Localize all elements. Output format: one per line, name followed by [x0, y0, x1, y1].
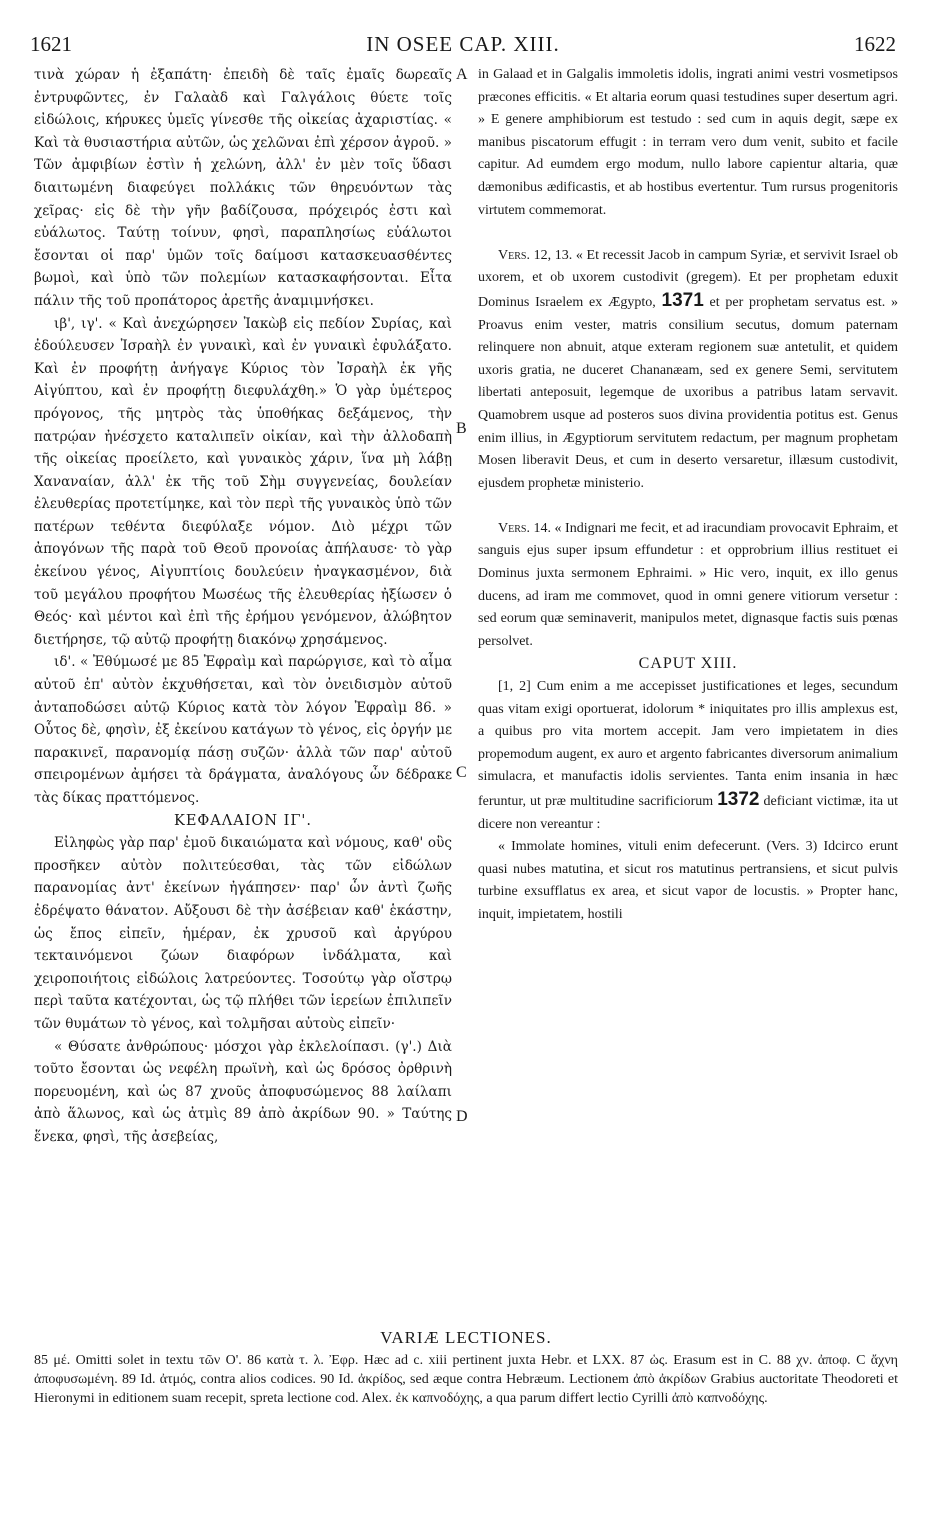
section-marker-c: C — [456, 764, 467, 781]
column-number: 1371 — [661, 289, 704, 311]
latin-paragraph-1: in Galaad et in Galgalis immoletis idolis, ingrati animi vestri vosmetipsos præcones efficitis. « Et altaria eorum quasi testudines super desertum agri. » E genere amphibiorum est testudo : sed cum in aquis degit, sæpe ex manibus piscatorum effugit : in terram vero dum venit, subito et facile capitur. Ad eumdem ergo modum, nullo labore capientur altaria, quæ dæmonibus ædificastis, et ab hostibus evertentur. Tum rursus progenitoris virtutem commemorat. — [478, 67, 898, 218]
column-number: 1372 — [717, 789, 760, 810]
latin-text: [1, 2] Cum enim a me accepisset justificationes et leges, secundum quas vitam exigi oportuerat, idolorum * iniquitates pro illis amplexus est, a quibus pro vita mortem accepit. Jam vero impietatem in dies propemodum augent, ex auro et argento fabricantes diversorum animalium simulacra, et manufactis idolis servientes. Tanta enim insania in hæc feruntur, ut præ multitudine sacrificiorum — [478, 679, 898, 809]
latin-paragraph-3 — [478, 518, 898, 654]
latin-text: et per prophetam servatus est. » Proavus enim vester, matris consilium secutus, domum paternam relinquere non abnuit, atque exteram regionem suæ antetulit, et quidem uxoris gratia, ne duceret Chananæam, sed ex genere Semi, servitutem libertati anteposuit, legemque de uxoribus a patribus latam servavit. Quamobrem usque ad posteros suos divina providentia potitus est. Genus enim illius, in Ægyptiorum servitutem redactum, per magnum prophetam Mosen liberavit Deus, et cum in deserto versaretur, illæsum custodivit, ejusdem prophetæ ministerio. — [478, 294, 898, 491]
greek-chapter-heading: ΚΕΦΑΛΑΙΟΝ ΙΓ'. — [173, 812, 312, 829]
variant-readings — [34, 1328, 898, 1408]
greek-paragraph-4: Εἰληφὼς γὰρ παρ' ἐμοῦ δικαιώματα καὶ νόμους, καθ' οὓς προσῆκεν αὐτὸν πολιτεύεσθαι, τὰς τῶν εἰδώλων παρανομίας ἀντ' ἐκείνων ἠγάπησεν· παρ' ὧν ἀντὶ ζωῆς ἐδρέψατο θάνατον. Αὔξουσι δὲ τὴν ἀσέβειαν καθ' ἑκάστην, ὡς ἔπος εἰπεῖν, ἡμέραν, ἐκ χρυσοῦ καὶ ἀργύρου τεκταινόμενοι ζώων διαφόρων ἰνδάλματα, καὶ χειροποιήτοις εἰδώλοις λατρεύοντες. Τοσούτῳ γὰρ οἴστρῳ περὶ ταῦτα κατέχονται, ὡς τῷ πλήθει τῶν ἱερείων ἐπιλιπεῖν τῶν θυμάτων τὸ γένος, καὶ τολμῆσαι αὐτοὺς εἰπεῖν· — [34, 835, 452, 1032]
running-title: IN OSEE CAP. XIII. — [366, 32, 560, 56]
greek-paragraph-2: ιβ', ιγ'. « Καὶ ἀνεχώρησεν Ἰακὼβ εἰς πεδίον Συρίας, καὶ ἐδούλευσεν Ἰσραὴλ ἐν γυναικὶ, καὶ ἐν γυναικὶ ἐφυλάξατο. Καὶ ἐν προφήτῃ ἀνήγαγε Κύριος τὸν Ἰσραὴλ ἐκ γῆς Αἰγύπτου, καὶ ἐν προφήτῃ διεφυλάχθη.» Ὁ γὰρ ὑμέτερος πρόγονος, τῆς μητρὸς τὰς ὑποθήκας δεξάμενος, τὴν πατρῴαν ἠνέσχετο καταλιπεῖν οἰκίαν, καὶ τὴν ἀλλοδαπὴ τῆς οἰκείας προείλετο, καὶ γυναικὸς χάριν, ἵνα μὴ λάβῃ Χαναναίαν, ἀλλ' ἐκ τῆς τοῦ Σὴμ συγγενείας, δουλείαν ἐλευθερίας προτετίμηκε, καὶ τὸν περὶ τῆς γυναικὸς ὑπὸ τῶν πατέρων τεθέντα διεφύλαξε νόμον. Διὸ μέχρι τῶν ἀπογόνων τῆς παρὰ τοῦ Θεοῦ προνοίας ἀπήλαυσε· τὸ γὰρ ἐκείνου γένος, Αἰγυπτίοις δουλεύειν ἠναγκασμένον, διὰ τοῦ μεγάλου προφήτου Μωσέως τῆς ἐλευθερίας ἠξίωσεν ὁ Θεός· καὶ μέντοι καὶ ἐπὶ τῆς ἐρήμου γενόμενον, ἀλώβητον διετήρησε, τῷ αὐτῷ προφήτῃ διακόνῳ χρησάμενος. — [34, 315, 452, 648]
latin-paragraph-2 — [478, 245, 898, 496]
latin-column — [478, 64, 898, 927]
verse-reference: Vers. 14. — [498, 520, 551, 536]
page-number-right: 1622 — [854, 32, 896, 56]
latin-text: « Indignari me fecit, et ad iracundiam provocavit Ephraim, et sanguis ejus super ipsum effundetur : et opprobrium illius restituet ei Dominus juxta sermonem Ephraimi. » Hic vero, inquit, ex illo genus ducens, ad iram me commovet, quod in omni genere vitiorum versetur : sed eorum quæ seminaverit, manipulos metet, dignasque factis suis pœnas persolvet. — [478, 520, 899, 649]
greek-paragraph-3: ιδ'. « Ἐθύμωσέ με 85 Ἐφραὶμ καὶ παρώργισε, καὶ τὸ αἷμα αὐτοῦ ἐπ' αὐτὸν ἐκχυθήσεται, καὶ τὸν ὀνειδισμὸν αὐτοῦ ἀνταποδώσει αὐτῷ Κύριος κατὰ τὸν λόγον Ἐφραὶμ 86. » Οὗτος δὲ, φησὶν, ἐξ ἐκείνου κατάγων τὸ γένος, εἰς ὀργήν με παρακινεῖ, παρανομίᾳ πάσῃ συζῶν· ἀλλὰ τῶν παρ' αὐτοῦ σπειρομένων ἀμήσει τὰ δράγματα, ἀναλόγους ὧν δέδρακε τὰς δίκας πραττόμενος. — [34, 654, 452, 806]
verse-reference: Vers. 12, 13. — [498, 247, 573, 263]
latin-paragraph-4 — [478, 676, 898, 836]
page-number-left: 1621 — [30, 32, 72, 56]
latin-chapter-heading: CAPUT XIII. — [638, 655, 738, 673]
latin-text: « Et recessit Jacob in campum Syriæ, et servivit Israel ob uxorem, et ob uxorem custodivit (gregem). Et per prophetam eduxit Dominus Israelem ex Ægypto, — [478, 247, 899, 310]
greek-paragraph-1: τινὰ χώραν ἡ ἐξαπάτη· ἐπειδὴ δὲ ταῖς ἐμαῖς δωρεαῖς ἐντρυφῶντες, ἐν Γαλαὰδ καὶ Γαλγάλοις θύετε τοῖς εἰδώλοις, κήρυκες ὑμεῖς γίνεσθε τῆς οἰκείας ἀχαριστίας. « Καὶ τὰ θυσιαστήρια αὐτῶν, ὡς χελῶναι ἐπὶ χέρσον ἀγροῦ. » Τῶν ἀμφιβίων ἐστὶν ἡ χελώνη, ἀλλ' ἐν μὲν τοῖς ὕδασι διαιτωμένη διαφεύγει πολλάκις τῶν θηρευόντων τὰς χεῖρας· εἰς δὲ τὴν γῆν βαδίζουσα, πρόχειρός ἐστι καὶ εὐάλωτος. Ταύτῃ τοίνυν, φησὶ, παραπλησίως εὐάλωτοι ἔσονται οἱ παρ' ὑμῶν τοῖς δαίμοσι κατασκευασθέντες βωμοὶ, καὶ ὑπὸ τῶν πολεμίων κατασκαφήσονται. Εἶτα πάλιν τῆς τοῦ προπάτορος ἀρετῆς ἀναμιμνήσκει. — [34, 67, 452, 309]
running-header — [30, 32, 896, 60]
greek-paragraph-5: « Θύσατε ἀνθρώπους· μόσχοι γὰρ ἐκλελοίπασι. (γ'.) Διὰ τοῦτο ἔσονται ὡς νεφέλη πρωϊνὴ, καὶ ὡς δρόσος ὀρθρινὴ πορευομένη, καὶ ὡς 87 χνοῦς ἀποφυσώμενος 88 λαίλαπι ἀπὸ ἅλωνος, καὶ ὡς ἀτμὶς 89 ἀπὸ ἀκρίδων 90. » Ταύτης ἕνεκα, φησὶ, τῆς ἀσεβείας, — [34, 1038, 452, 1145]
notes-text: 85 μέ. Omitti solet in textu τῶν Ο'. 86 κατὰ τ. λ. Ἐφρ. Hæc ad c. xiii pertinent juxta Hebr. et LXX. 87 ὡς. Erasum est in C. 88 χν. ἀποφ. C ἄχνη ἀποφυσωμένη. 89 Id. ἀτμός, contra alios codices. 90 Id. ἀκρίδος, sed æque contra Hebræum. Lectionem ἀπὸ ἀκρίδων Grabius auctoritate Theodoreti et Hieronymi in editionem suam recepit, spreta lectione cod. Alex. ἐκ καπνοδόχης, a qua parum differt lectio Cyrilli ἀπὸ καπνοδόχης. — [34, 1353, 898, 1406]
section-marker-a: A — [456, 66, 468, 83]
latin-paragraph-5: « Immolate homines, vituli enim defecerunt. (Vers. 3) Idcirco erunt quasi nubes matutina, et sicut ros matutinus pertransiens, et sicut pulvis turbine exsufflatus ex area, et sicut vapor de locustis. » Propter hanc, inquit, impietatem, hostili — [478, 839, 898, 922]
section-marker-b: B — [456, 420, 467, 437]
notes-title: VARIÆ LECTIONES. — [380, 1328, 552, 1347]
latin-text: deficiant victimæ, ita ut dicere non vereantur : — [478, 794, 898, 832]
greek-column — [34, 64, 452, 1149]
section-marker-d: D — [456, 1108, 468, 1125]
